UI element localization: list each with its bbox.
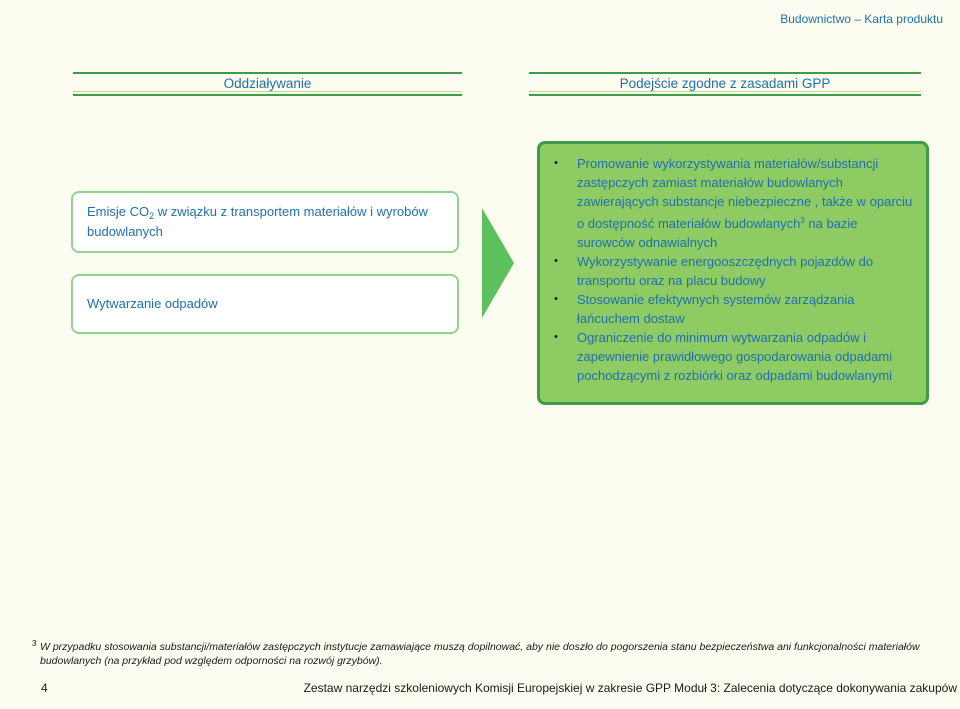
- footnote: [32, 639, 955, 668]
- gpp-item-2-text: Wykorzystywanie energooszczędnych pojazdów do transportu oraz na placu budowy: [577, 254, 874, 288]
- gpp-item: [554, 290, 914, 328]
- gpp-item-3-text: Stosowanie efektywnych systemów zarządzania łańcuchem dostaw: [577, 292, 855, 326]
- gpp-item: [554, 328, 914, 385]
- footer-title: Zestaw narzędzi szkoleniowych Komisji Europejskiej w zakresie GPP Moduł 3: Zalecenia dotyczące dokonywania zakupów: [303, 681, 957, 695]
- impact-co2-before: Emisje CO: [87, 204, 150, 219]
- gpp-column-heading: Podejście zgodne z zasadami GPP: [529, 72, 921, 96]
- gpp-item-1-text-after: na bazie surowców odnawialnych: [577, 216, 858, 250]
- bullet-icon: •: [554, 255, 558, 267]
- impact-text-waste: Wytwarzanie odpadów: [87, 296, 218, 311]
- gpp-item: [554, 252, 914, 290]
- impact-text-co2: [87, 204, 443, 240]
- gpp-item-1-text: Promowanie wykorzystywania materiałów/substancji zastępczych zamiast materiałów budowlanych zawierających substancje niebezpieczne , także w oparciu o dostępność materiałów budowlanych: [577, 156, 913, 231]
- gpp-item-4-text: Ograniczenie do minimum wytwarzania odpadów i zapewnienie prawidłowego gospodarowania odpadami pochodzącymi z rozbiórki oraz odpadami budowlanymi: [577, 330, 893, 383]
- footnote-ref: 3: [800, 216, 805, 225]
- bullet-icon: •: [554, 331, 558, 343]
- footnote-mark: 3: [32, 639, 37, 648]
- arrow-right-icon: [482, 208, 514, 318]
- page-number: 4: [41, 681, 48, 695]
- gpp-approach-box: [537, 141, 929, 405]
- footnote-text: W przypadku stosowania substancji/materiałów zastępczych instytucje zamawiające muszą dopilnować, aby nie doszło do pogorszenia stanu bezpieczeństwa ani funkcjonalności materiałów budowlanych (na przykład pod względem odporności na rozwój grzybów).: [40, 641, 920, 667]
- gpp-item: [554, 154, 914, 252]
- gpp-list: [554, 154, 914, 385]
- impact-box-waste: [71, 274, 459, 334]
- impact-box-co2: [71, 191, 459, 253]
- bullet-icon: •: [554, 157, 558, 169]
- breadcrumb: Budownictwo – Karta produktu: [780, 12, 943, 26]
- impact-column-heading: Oddziaływanie: [73, 72, 462, 96]
- impact-co2-after: w związku z transportem materiałów i wyrobów budowlanych: [87, 204, 428, 239]
- impact-co2-subscript: 2: [149, 211, 155, 221]
- bullet-icon: •: [554, 293, 558, 305]
